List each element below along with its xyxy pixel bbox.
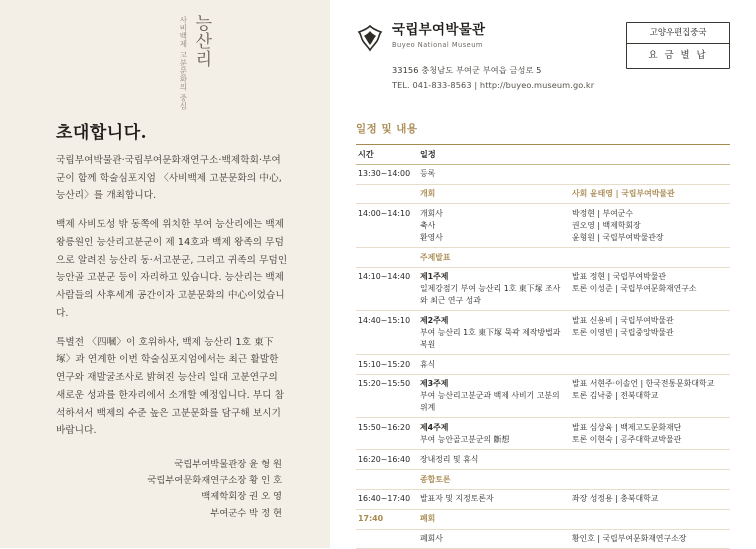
column-header-item: 일정 xyxy=(418,144,570,164)
schedule-speaker xyxy=(570,470,730,490)
museum-name-block xyxy=(392,22,594,93)
schedule-item: 제1주제 일제강점기 부여 능산리 1호 東下塚 조사와 최근 연구 성과 xyxy=(418,267,570,311)
schedule-speaker: 발표 서현주·이솔언 | 한국전통문화대학교 토론 김낙중 | 전북대학교 xyxy=(570,374,730,418)
schedule-speaker xyxy=(570,355,730,375)
schedule-section-row xyxy=(356,509,730,529)
invitation-paragraph-1: 국립부여박물관·국립부여문화재연구소·백제학회·부여군이 함께 학술심포지엄 〈사비백제 고분문화의 中心, 능산리〉를 개최합니다. xyxy=(56,155,282,202)
vertical-title-main: 능산리 xyxy=(191,14,212,68)
schedule-item: 폐회사 xyxy=(418,529,570,549)
schedule-time: 15:50~16:20 xyxy=(356,418,418,450)
column-header-time: 시간 xyxy=(356,144,418,164)
schedule-speaker xyxy=(570,450,730,470)
schedule-time xyxy=(356,470,418,490)
schedule-item: 개회 xyxy=(418,184,570,204)
schedule-time: 16:40~17:40 xyxy=(356,489,418,509)
schedule-row xyxy=(356,164,730,184)
schedule-item: 등록 xyxy=(418,164,570,184)
schedule-time: 14:00~14:10 xyxy=(356,204,418,248)
schedule-row xyxy=(356,355,730,375)
schedule-speaker xyxy=(570,248,730,268)
schedule-speaker: 발표 정현 | 국립부여박물관 토론 이성준 | 국립부여문화재연구소 xyxy=(570,267,730,311)
museum-identity xyxy=(356,22,618,93)
schedule-table xyxy=(356,144,730,549)
schedule-time xyxy=(356,184,418,204)
signature-line-4: 부여군수 박 정 현 xyxy=(210,507,282,519)
museum-name-en: Buyeo National Museum xyxy=(392,41,483,50)
schedule-section-row xyxy=(356,248,730,268)
museum-address-block xyxy=(392,63,594,93)
schedule-time xyxy=(356,529,418,549)
schedule-row xyxy=(356,489,730,509)
vertical-title-sub: 사비백제 고분문화의 중심 xyxy=(178,16,188,110)
schedule-time xyxy=(356,248,418,268)
schedule-speaker xyxy=(570,509,730,529)
column-header-speaker xyxy=(570,144,730,164)
schedule-speaker: 좌장 성정용 | 충북대학교 xyxy=(570,489,730,509)
museum-header xyxy=(356,22,730,93)
schedule-section-row xyxy=(356,470,730,490)
postage-office: 고양우편집중국 xyxy=(627,23,729,44)
signature-block xyxy=(147,457,282,522)
schedule-table-body xyxy=(356,164,730,549)
invitation-paragraph-3: 특별전 〈四嘓〉이 호위하사, 백제 능산리 1호 東下塚〉과 연계한 이번 학술심포지엄에서는 최근 활발한 연구와 재발굴조사로 밝혀진 능산리 일대 고분연구의 새로운 성과를 한자리에서 소개할 예정입니다. 부디 참석하셔서 백제의 수준 높은 고분문화를 담구해 보시기 바랍니다. xyxy=(56,336,285,437)
schedule-item: 주제발표 xyxy=(418,248,570,268)
schedule-speaker xyxy=(570,164,730,184)
signature-line-2: 국립부여문화재연구소장 황 인 호 xyxy=(147,475,282,487)
schedule-row xyxy=(356,374,730,418)
schedule-speaker: 발표 심상육 | 백제고도문화재단 토론 이현숙 | 공주대학교박물관 xyxy=(570,418,730,450)
schedule-time: 15:10~15:20 xyxy=(356,355,418,375)
left-invitation-panel xyxy=(0,0,330,548)
schedule-item: 제3주제 부여 능산리고분군과 백제 사비기 고분의 위계 xyxy=(418,374,570,418)
schedule-time: 14:10~14:40 xyxy=(356,267,418,311)
signature-line-1: 국립부여박물관장 윤 형 원 xyxy=(174,458,282,470)
schedule-table-head xyxy=(356,144,730,164)
schedule-item: 제4주제 부여 능안골고분군의 斷想 xyxy=(418,418,570,450)
museum-address: 33156 충청남도 부여군 부여읍 금성로 5 xyxy=(392,65,542,76)
schedule-speaker: 박정현 | 부여군수 권오영 | 백제학회장 윤형원 | 국립부여박물관장 xyxy=(570,204,730,248)
schedule-time: 15:20~15:50 xyxy=(356,374,418,418)
schedule-item: 휴식 xyxy=(418,355,570,375)
museum-logo-icon xyxy=(356,24,384,52)
schedule-speaker: 발표 신용비 | 국립부여박물관 토론 이영빈 | 국립중앙박물관 xyxy=(570,311,730,355)
schedule-row xyxy=(356,418,730,450)
schedule-row xyxy=(356,311,730,355)
vertical-title-block xyxy=(26,14,210,110)
schedule-time: 14:40~15:10 xyxy=(356,311,418,355)
schedule-row xyxy=(356,450,730,470)
schedule-item: 발표자 및 지정토론자 xyxy=(418,489,570,509)
schedule-section-row xyxy=(356,184,730,204)
schedule-item: 폐회 xyxy=(418,509,570,529)
schedule-item: 제2주제 부여 능산리 1호 東下塚 묵곽 제작방법과 복원 xyxy=(418,311,570,355)
schedule-time: 17:40 xyxy=(356,509,418,529)
museum-contact: TEL. 041-833-8563 | http://buyeo.museum.go.kr xyxy=(392,79,595,90)
schedule-title: 일정 및 내용 xyxy=(356,122,418,135)
schedule-item: 장내정리 및 휴식 xyxy=(418,450,570,470)
schedule-row xyxy=(356,529,730,549)
schedule-row xyxy=(356,267,730,311)
postage-stamp-box xyxy=(626,22,730,69)
signature-line-3: 백제학회장 권 오 영 xyxy=(201,491,282,503)
schedule-header-row xyxy=(356,144,730,164)
invitation-heading: 초대합니다. xyxy=(56,123,148,143)
invitation-paragraph-2: 백제 사비도성 밖 동쪽에 위치한 부여 능산리에는 백제 왕릉원인 능산리고분군이 제 14호과 백제 왕족의 무덤으로 알려진 능산리 동·서고분군, 그리고 귀족의 무덤인 능안골 고분군 등이 자리하고 있습니다. 능산리는 백제 사람들의 사후세계 공간이자 고분문화의 中心이었습니다. xyxy=(56,219,288,319)
schedule-speaker: 사회 윤태영 | 국립부여박물관 xyxy=(570,184,730,204)
invitation-body xyxy=(56,152,288,451)
schedule-speaker: 황인호 | 국립부여문화재연구소장 xyxy=(570,529,730,549)
postage-type: 요 금 별 납 xyxy=(648,49,708,61)
schedule-time: 16:20~16:40 xyxy=(356,450,418,470)
schedule-item: 종합토론 xyxy=(418,470,570,490)
schedule-item: 개회사 축사 환영사 xyxy=(418,204,570,248)
right-schedule-panel xyxy=(330,0,756,548)
schedule-row xyxy=(356,204,730,248)
museum-name-ko: 국립부여박물관 xyxy=(392,22,486,38)
schedule-time: 13:30~14:00 xyxy=(356,164,418,184)
